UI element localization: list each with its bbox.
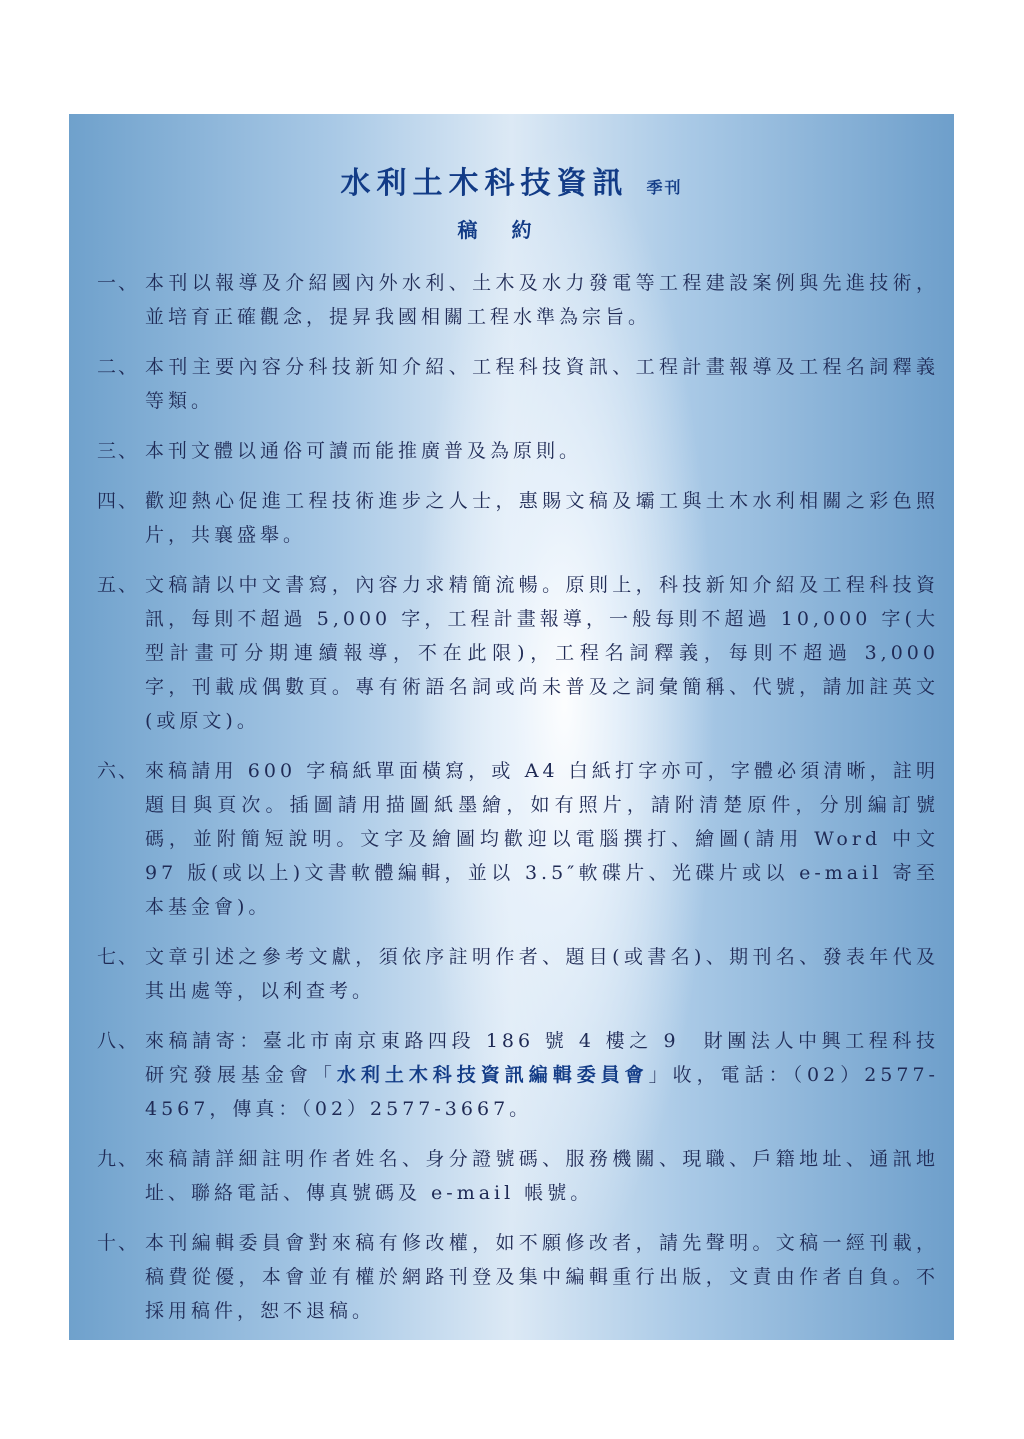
item-text: 歡迎熱心促進工程技術進步之人士，惠賜文稿及壩工與土木水利相關之彩色照片，共襄盛舉。	[145, 490, 939, 546]
list-item	[97, 1024, 939, 1126]
item-text: 本刊編輯委員會對來稿有修改權，如不願修改者，請先聲明。文稿一經刊載，稿費從優，本會並有權於網路刊登及集中編輯重行出版，文責由作者自負。不採用稿件，恕不退稿。	[145, 1232, 939, 1322]
journal-title-suffix: 季刊	[646, 178, 683, 197]
list-item	[97, 266, 939, 334]
item-text: 本刊文體以通俗可讀而能推廣普及為原則。	[145, 440, 583, 462]
journal-title: 水利土木科技資訊	[340, 166, 629, 201]
item-number: 四、	[97, 490, 140, 512]
page-subtitle: 稿約	[457, 218, 566, 242]
item-text: 來稿請詳細註明作者姓名、身分證號碼、服務機關、現職、戶籍地址、通訊地址、聯絡電話、傳真號碼及 e-mail 帳號。	[145, 1148, 939, 1204]
editorial-committee-name: 水利土木科技資訊編輯委員會	[336, 1064, 649, 1086]
item-number: 九、	[97, 1148, 140, 1170]
list-item	[97, 434, 939, 468]
item-text: 本刊主要內容分科技新知介紹、工程科技資訊、工程計畫報導及工程名詞釋義等類。	[145, 356, 939, 412]
list-item	[97, 1142, 939, 1210]
item-text-after: 」收，電話：（02）2577-4567，傳真：（02）2577-3667。	[145, 1064, 939, 1120]
list-item	[97, 484, 939, 552]
list-item	[97, 568, 939, 738]
list-item	[97, 1226, 939, 1328]
item-number: 一、	[97, 272, 140, 294]
list-item	[97, 350, 939, 418]
item-number: 二、	[97, 356, 140, 378]
item-number: 十、	[97, 1232, 140, 1254]
item-text: 本刊以報導及介紹國內外水利、土木及水力發電等工程建設案例與先進技術，並培育正確觀念，提昇我國相關工程水準為宗旨。	[145, 272, 939, 328]
item-text	[145, 1024, 939, 1126]
item-number: 五、	[97, 574, 140, 596]
guidelines-list	[97, 266, 939, 1344]
item-text: 來稿請用 600 字稿紙單面橫寫，或 A4 白紙打字亦可，字體必須清晰，註明題目與頁次。插圖請用描圖紙墨繪，如有照片，請附清楚原件，分別編訂號碼，並附簡短說明。文字及繪圖均歡迎以電腦撰打、繪圖(請用 Word 中文 97 版(或以上)文書軟體編輯，並以 3.5″軟碟片、光碟片或以 e-mail 寄至本基金會)。	[145, 760, 939, 918]
notice-panel	[69, 114, 954, 1340]
item-number: 七、	[97, 946, 140, 968]
item-number: 八、	[97, 1030, 140, 1052]
list-item	[97, 754, 939, 924]
page-title	[69, 158, 954, 202]
item-text: 文稿請以中文書寫，內容力求精簡流暢。原則上，科技新知介紹及工程科技資訊，每則不超過 5,000 字，工程計畫報導，一般每則不超過 10,000 字(大型計畫可分期連續報導，不在此限)，工程名詞釋義，每則不超過 3,000 字，刊載成偶數頁。專有術語名詞或尚未普及之詞彙簡稱、代號，請加註英文(或原文)。	[145, 574, 939, 732]
item-number: 三、	[97, 440, 140, 462]
item-text: 文章引述之參考文獻，須依序註明作者、題目(或書名)、期刊名、發表年代及其出處等，以利查考。	[145, 946, 939, 1002]
list-item	[97, 940, 939, 1008]
item-text-before: 來稿請寄：臺北市南京東路四段 186 號 4 樓之 9 財團法人中興工程科技研究發展基金會「	[145, 1030, 939, 1086]
item-number: 六、	[97, 760, 140, 782]
